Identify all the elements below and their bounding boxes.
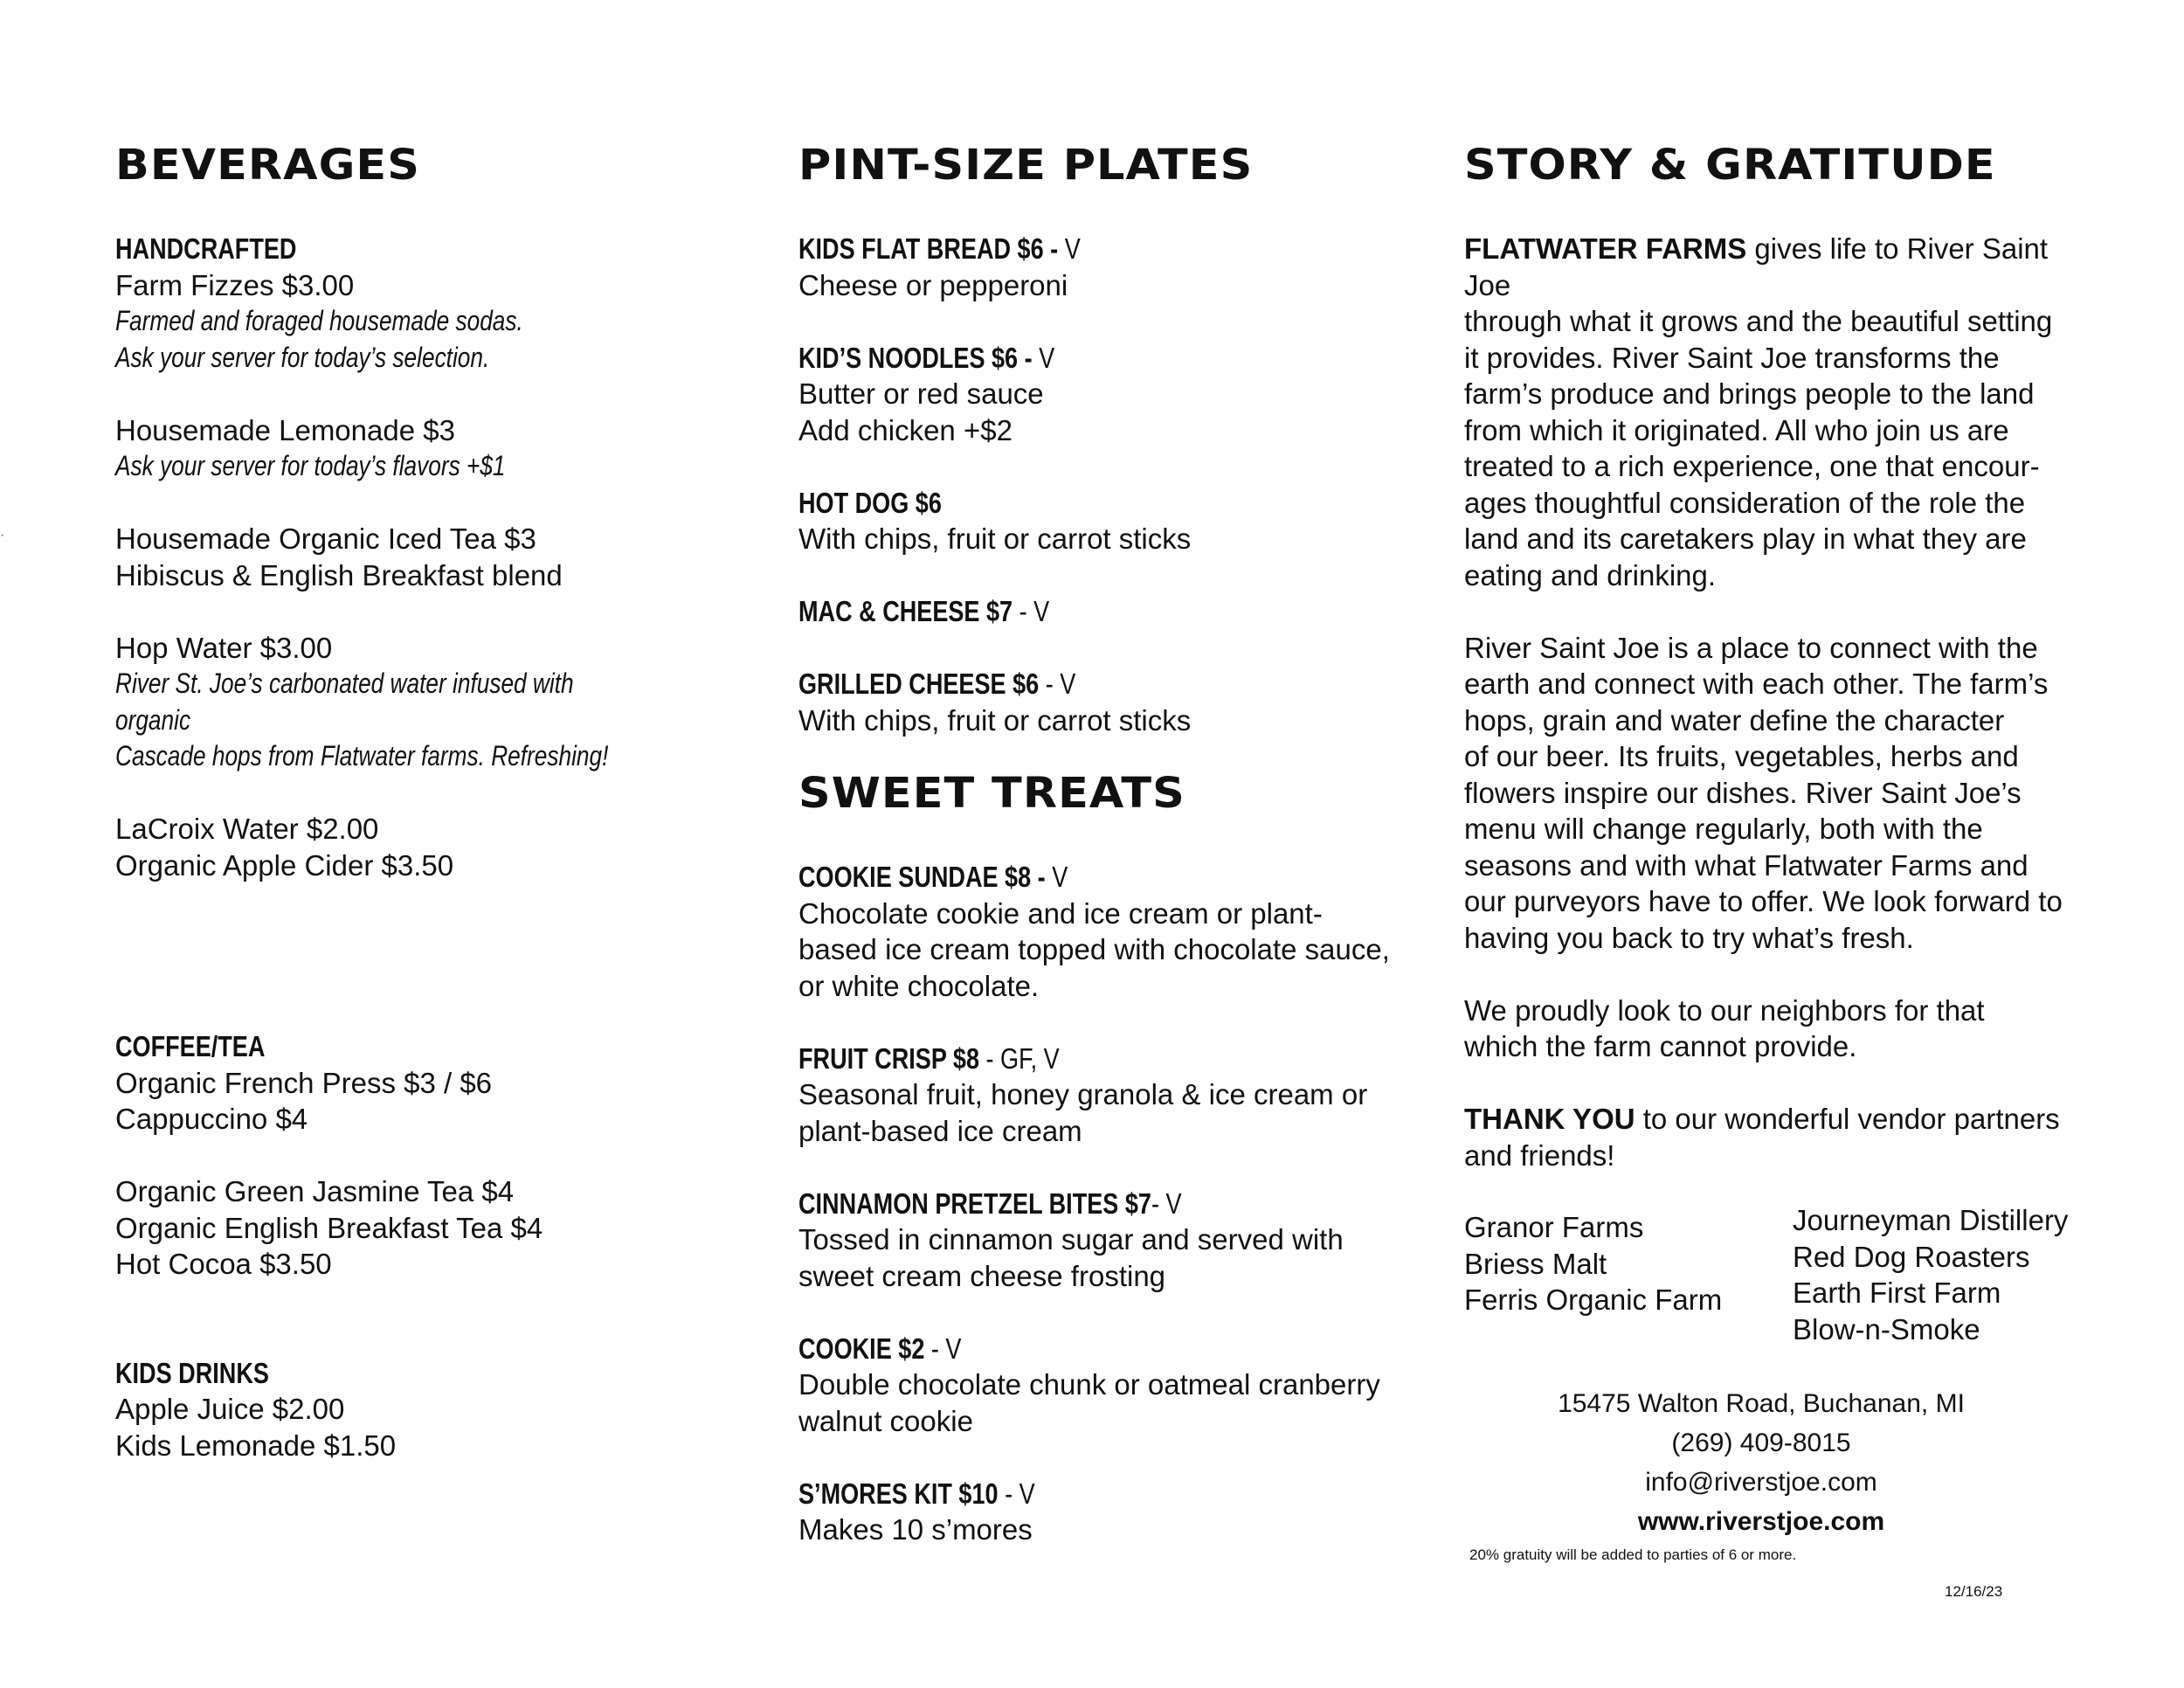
vendor-list [1464, 1204, 2093, 1366]
vendors-right [1793, 1202, 2068, 1347]
story-line: farm’s produce and brings people to the land [1464, 377, 2035, 410]
menu-item-description: Makes 10 s’mores [798, 1513, 1033, 1546]
contact-block [1464, 1384, 2058, 1541]
menu-item-description: Tossed in cinnamon sugar and served with [798, 1223, 1344, 1256]
kids-menu-column [798, 140, 1427, 1548]
story-line: land and its caretakers play in what they are [1464, 522, 2027, 555]
vendors-left [1464, 1209, 1722, 1318]
english-tea-item: Organic English Breakfast Tea $4 [115, 1211, 543, 1244]
menu-item-description: based ice cream topped with chocolate sauce, [798, 933, 1390, 965]
menu-item [798, 485, 1427, 594]
diet-tag: V [1032, 341, 1055, 374]
flatwater-farms-label: FLATWATER FARMS [1464, 232, 1747, 265]
story-line: gives life to River Saint Joe [1464, 232, 2049, 301]
diet-tag: - GF, V [979, 1041, 1060, 1075]
diet-tag: V [1058, 232, 1081, 265]
beverages-column [115, 140, 744, 1463]
story-line: of our beer. Its fruits, vegetables, herbs and [1464, 740, 2019, 772]
story-paragraph-3 [1464, 993, 2093, 1065]
menu-item [798, 1186, 1427, 1331]
story-line: earth and connect with each other. The farm’s [1464, 668, 2049, 700]
story-line: having you back to try what’s fresh. [1464, 921, 1914, 954]
hop-water-item: Hop Water $3.00 [115, 631, 333, 664]
menu-item [798, 1476, 1427, 1548]
story-line: hops, grain and water define the character [1464, 703, 2005, 737]
lacroix-item: LaCroix Water $2.00 [115, 813, 379, 845]
french-press-item: Organic French Press $3 / $6 [115, 1066, 493, 1099]
story-line: seasons and with what Flatwater Farms and [1464, 848, 2028, 882]
farm-fizzes-note: Farmed and foraged housemade sodas. [115, 305, 523, 336]
thank-you-label: THANK YOU [1464, 1103, 1635, 1135]
lemonade-item: Housemade Lemonade $3 [115, 413, 455, 446]
menu-item-name: KID’S NOODLES $6 - V [798, 341, 1055, 374]
sweet-treats-title: SWEET TREATS [798, 769, 1185, 818]
menu-item-description: Cheese or pepperoni [798, 268, 1068, 301]
email-link[interactable]: info@riverstjoe.com [1645, 1468, 1877, 1497]
address: 15475 Walton Road, Buchanan, MI [1558, 1389, 1965, 1418]
diet-tag: - V [998, 1477, 1035, 1510]
vendor-name: Ferris Organic Farm [1464, 1283, 1723, 1316]
phone: (269) 409-8015 [1671, 1429, 1851, 1457]
menu-item-description: With chips, fruit or carrot sticks [798, 522, 1192, 555]
story-line: treated to a rich experience, one that encour- [1464, 450, 2040, 482]
menu-item [798, 593, 1427, 666]
story-line: which the farm cannot provide. [1464, 1030, 1857, 1062]
story-line: it provides. River Saint Joe transforms the [1464, 341, 2000, 374]
iced-tea-item: Housemade Organic Iced Tea $3 [115, 522, 536, 555]
website-link[interactable]: www.riverstjoe.com [1637, 1507, 1885, 1536]
menu-item-description: Butter or red sauce [798, 377, 1044, 410]
handcrafted-header: HANDCRAFTED [115, 232, 297, 265]
story-line: River Saint Joe is a place to connect with the [1464, 631, 2038, 664]
story-line: ages thoughtful consideration of the role the [1464, 486, 2026, 519]
menu-item [798, 1041, 1427, 1186]
menu-item-name: COOKIE $2 - V [798, 1332, 962, 1365]
menu-item-description: walnut cookie [798, 1404, 973, 1437]
kids-drinks-header: KIDS DRINKS [115, 1356, 269, 1389]
menu-item-description: plant-based ice cream [798, 1114, 1082, 1147]
story-line: eating and drinking. [1464, 558, 1717, 591]
menu-item [798, 666, 1427, 738]
story-line: menu will change regularly, both with the [1464, 813, 1983, 845]
vendor-name: Earth First Farm [1793, 1276, 2001, 1309]
beverages-title: BEVERAGES [115, 141, 420, 190]
story-title: STORY & GRATITUDE [1464, 141, 1996, 190]
farm-fizzes-note: Ask your server for today’s selection. [115, 341, 490, 373]
menu-item [798, 1331, 1427, 1476]
cappuccino-item: Cappuccino $4 [115, 1103, 308, 1135]
menu-item-name: FRUIT CRISP $8 - GF, V [798, 1041, 1060, 1075]
diet-tag: - V [1151, 1186, 1182, 1220]
hop-water-note: Cascade hops from Flatwater farms. Refreshing! [115, 740, 609, 771]
pint-size-title: PINT-SIZE PLATES [798, 141, 1254, 190]
menu-item [798, 859, 1427, 1041]
menu-item-name: HOT DOG $6 [798, 486, 942, 519]
menu-item-name: S’MORES KIT $10 - V [798, 1477, 1035, 1510]
menu-item-description: Seasonal fruit, honey granola & ice cream or [798, 1078, 1368, 1110]
menu-item-description: Double chocolate chunk or oatmeal cranberry [798, 1368, 1380, 1401]
apple-cider-item: Organic Apple Cider $3.50 [115, 848, 454, 882]
sweet-treats-list [798, 859, 1427, 1548]
vendor-name: Red Dog Roasters [1793, 1240, 2030, 1273]
story-column [1464, 140, 2093, 1541]
menu-item-description: or white chocolate. [798, 969, 1040, 1002]
menu-item-name: GRILLED CHEESE $6 - V [798, 668, 1076, 700]
farm-fizzes-item: Farm Fizzes $3.00 [115, 268, 355, 301]
story-line: and friends! [1464, 1138, 1615, 1172]
menu-item [798, 340, 1427, 485]
menu-item-description: With chips, fruit or carrot sticks [798, 703, 1192, 737]
iced-tea-note: Hibiscus & English Breakfast blend [115, 558, 563, 591]
coffee-tea-header: COFFEE/TEA [115, 1030, 266, 1062]
menu-item-description: Chocolate cookie and ice cream or plant- [798, 896, 1323, 930]
diet-tag: - V [924, 1332, 962, 1365]
hot-cocoa-item: Hot Cocoa $3.50 [115, 1248, 332, 1280]
menu-item-name: COOKIE SUNDAE $8 - V [798, 861, 1068, 893]
vendor-name: Granor Farms [1464, 1211, 1644, 1243]
story-line: our purveyors have to offer. We look forward to [1464, 885, 2063, 917]
menu-item-name: CINNAMON PRETZEL BITES $7- V [798, 1186, 1182, 1220]
menu-item-description: sweet cream cheese frosting [798, 1259, 1166, 1292]
story-paragraph-1 [1464, 231, 2093, 593]
menu-item-name: KIDS FLAT BREAD $6 - V [798, 232, 1081, 265]
green-tea-item: Organic Green Jasmine Tea $4 [115, 1175, 515, 1207]
menu-item-description: Add chicken +$2 [798, 413, 1013, 446]
kids-lemonade-item: Kids Lemonade $1.50 [115, 1429, 397, 1462]
menu-item-name: MAC & CHEESE $7 - V [798, 595, 1050, 627]
story-paragraph-2 [1464, 630, 2093, 957]
menu-item [798, 231, 1427, 340]
story-line: through what it grows and the beautiful setting [1464, 305, 2053, 337]
diet-tag: - V [1013, 595, 1050, 627]
thank-you-paragraph [1464, 1101, 2093, 1173]
hop-water-note: River St. Joe’s carbonated water infused with organic [115, 668, 574, 736]
gratuity-note: 20% gratuity will be added to parties of 6 or more. [1469, 1546, 1797, 1563]
vendor-name: Briess Malt [1464, 1247, 1607, 1280]
story-line: to our wonderful vendor partners [1635, 1103, 2060, 1135]
story-line: from which it originated. All who join us are [1464, 413, 2009, 446]
vendor-name: Blow-n-Smoke [1793, 1312, 1980, 1346]
pint-size-list [798, 231, 1427, 738]
diet-tag: - V [1039, 668, 1076, 700]
story-line: We proudly look to our neighbors for that [1464, 993, 1985, 1027]
lemonade-note: Ask your server for today’s flavors +$1 [115, 450, 506, 481]
menu-date: 12/16/23 [1945, 1583, 2003, 1600]
diet-tag: V [1045, 861, 1068, 893]
apple-juice-item: Apple Juice $2.00 [115, 1393, 345, 1425]
vendor-name: Journeyman Distillery [1793, 1204, 2069, 1236]
edge-mark: · [0, 528, 5, 543]
story-line: flowers inspire our dishes. River Saint Joe’s [1464, 776, 2022, 809]
